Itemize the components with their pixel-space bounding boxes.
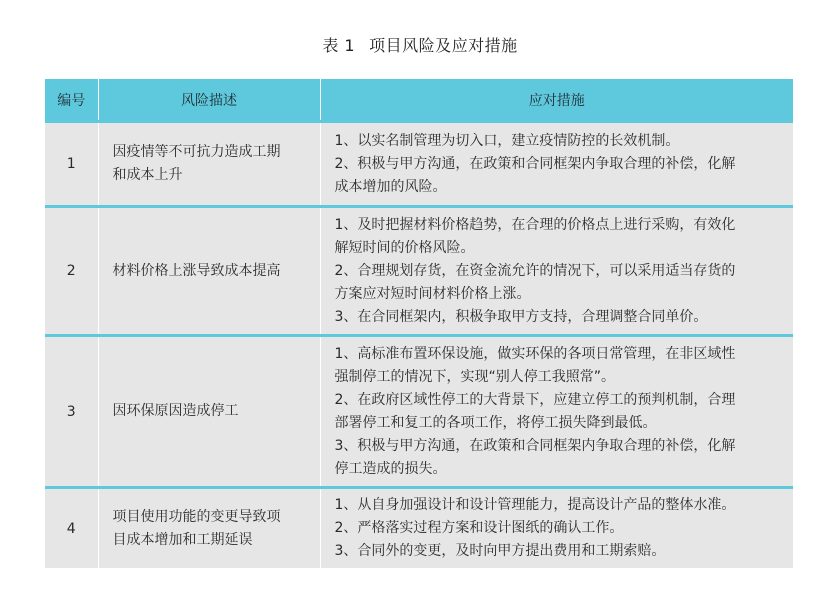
measures: [320, 122, 793, 207]
measure-line: 3、合同外的变更，及时向甲方提出费用和工期索赔。: [334, 543, 666, 559]
risk-line: 材料价格上涨导致成本提高: [112, 262, 281, 279]
risk-line: 目成本增加和工期延误: [112, 531, 253, 548]
risk-description: [98, 122, 320, 207]
measure-line: 3、积极与甲方沟通，在政策和合同框架内争取合理的补偿，化解: [334, 437, 736, 454]
table-row: [45, 336, 793, 488]
measure-line: 1、从自身加强设计和设计管理能力，提高设计产品的整体水准。: [334, 497, 736, 513]
risk-line: 因疫情等不可抗力造成工期: [112, 144, 281, 160]
table-row: [45, 488, 793, 569]
measure-line: 1、及时把握材料价格趋势，在合理的价格点上进行采购，有效化: [334, 216, 736, 233]
measures: [320, 336, 793, 488]
table-row: [45, 122, 793, 207]
table-row: [45, 207, 793, 336]
risk-description: [98, 207, 320, 336]
row-id: 1: [45, 122, 98, 207]
row-id: 3: [45, 336, 98, 488]
risk-line: 项目使用功能的变更导致项: [112, 508, 281, 525]
header-row: [45, 79, 793, 122]
risk-description: [98, 336, 320, 488]
measure-line: 3、在合同框架内，积极争取甲方支持，合理调整合同单价。: [334, 308, 708, 325]
measure-line: 成本增加的风险。: [334, 178, 447, 195]
measure-line: 2、积极与甲方沟通，在政策和合同框架内争取合理的补偿，化解: [334, 155, 736, 172]
risk-table: [45, 79, 793, 568]
header-id: 编号: [45, 79, 98, 122]
measures: [320, 488, 793, 569]
measure-line: 2、合理规划存货，在资金流允许的情况下，可以采用适当存货的: [334, 262, 736, 279]
measure-line: 部署停工和复工的各项工作，将停工损失降到最低。: [334, 414, 657, 431]
measures: [320, 207, 793, 336]
measure-line: 2、在政府区域性停工的大背景下，应建立停工的预判机制，合理: [334, 391, 736, 408]
measure-line: 1、以实名制管理为切入口，建立疫情防控的长效机制。: [334, 132, 680, 149]
measure-line: 2、严格落实过程方案和设计图纸的确认工作。: [334, 520, 624, 536]
measure-line: 停工造成的损失。: [334, 460, 447, 477]
risk-line: 因环保原因造成停工: [112, 403, 239, 419]
table-caption: [0, 33, 840, 56]
risk-description: [98, 488, 320, 569]
measure-line: 1、高标准布置环保设施，做实环保的各项日常管理，在非区域性: [334, 345, 736, 362]
row-id: 2: [45, 207, 98, 336]
measure-line: 解短时间的价格风险。: [334, 239, 475, 256]
header-measures: 应对措施: [320, 79, 793, 122]
risk-line: 和成本上升: [112, 167, 183, 183]
row-id: 4: [45, 488, 98, 569]
header-risk: 风险描述: [98, 79, 320, 122]
measure-line: 方案应对短时间材料价格上涨。: [334, 285, 531, 302]
measure-line: 强制停工的情况下，实现“别人停工我照常”。: [334, 368, 616, 385]
table-title: 项目风险及应对措施: [369, 36, 518, 55]
table-number: 表 1: [322, 36, 356, 55]
